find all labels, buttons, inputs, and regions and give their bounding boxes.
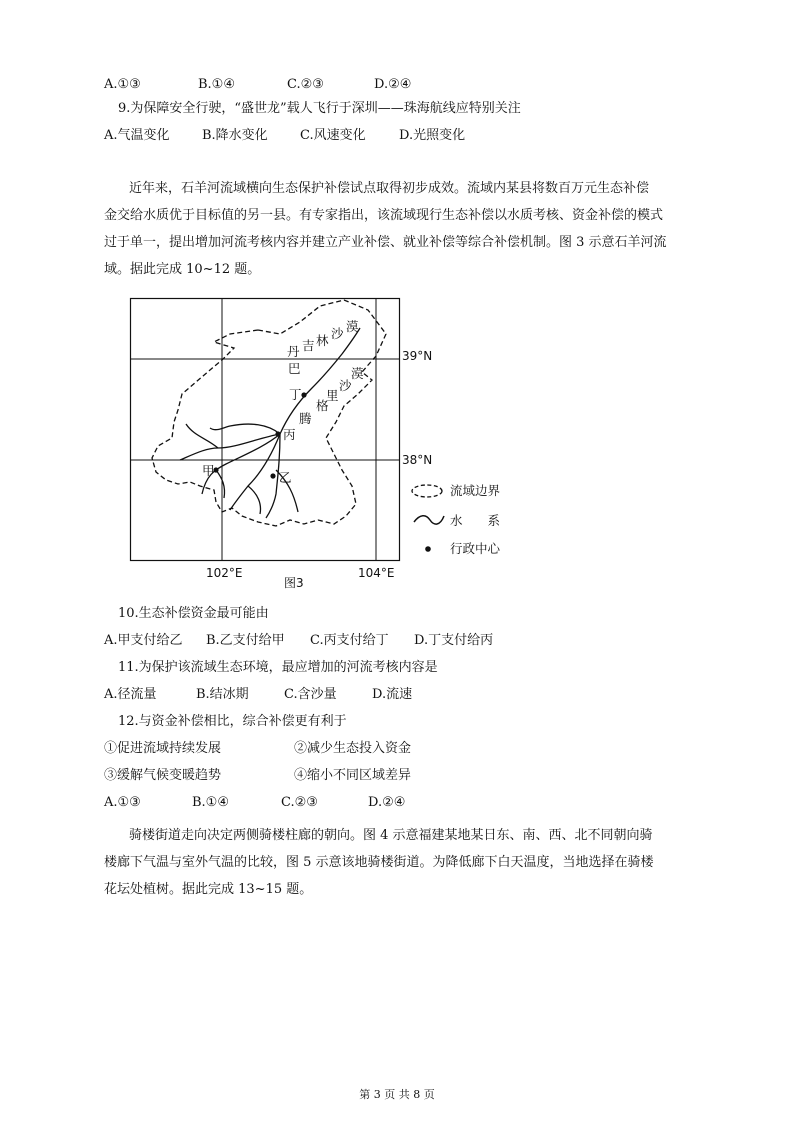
legend-center-symbol <box>425 546 431 552</box>
passage2-line: 骑楼街道走向决定两侧骑楼柱廊的朝向。图 4 示意福建某地某日东、南、西、北不同朝向骑 <box>129 828 653 843</box>
river-system <box>180 328 360 518</box>
lat-label-39: 39°N <box>402 349 433 363</box>
lat-label-38: 38°N <box>402 453 433 467</box>
desert2-char: 腾 <box>299 411 312 426</box>
passage1-line: 域。据此完成 10~12 题。 <box>104 262 261 277</box>
figure-3-map <box>130 298 433 590</box>
page-footer: 第 3 页 共 8 页 <box>359 1088 435 1101</box>
legend-river-symbol <box>414 516 444 524</box>
map-legend <box>410 478 530 558</box>
desert1-char: 丹 <box>287 344 300 359</box>
passage2-line: 花坛处植树。据此完成 13~15 题。 <box>104 882 313 897</box>
tributary <box>180 434 280 460</box>
q9-option-a: A.气温变化 <box>104 128 170 143</box>
desert2-char: 沙 <box>339 378 352 393</box>
q10-option-c: C.丙支付给丁 <box>310 633 389 648</box>
q10-option-d: D.丁支付给丙 <box>414 633 494 648</box>
center-ding <box>301 392 306 397</box>
q11-option-a: A.径流量 <box>104 687 157 702</box>
passage1-line: 金交给水质优于目标值的另一县。有专家指出，该流域现行生态补偿以水质考核、资金补偿的模式 <box>104 208 664 223</box>
q12-item: ①促进流域持续发展 <box>104 741 222 756</box>
legend-boundary-symbol <box>412 485 442 497</box>
q10-stem: 10.生态补偿资金最可能由 <box>118 606 269 621</box>
tributary <box>248 486 261 514</box>
legend-center-label: 行政中心 <box>450 541 501 556</box>
tributary <box>210 424 280 434</box>
desert1-char: 巴 <box>288 361 301 376</box>
passage1-line: 过于单一，提出增加河流考核内容并建立产业补偿、就业补偿等综合补偿机制。图 3 示意石羊河流 <box>104 235 667 250</box>
map-frame <box>131 299 400 561</box>
q8-option-d: D.②④ <box>374 77 412 92</box>
passage1-line: 近年来，石羊河流域横向生态保护补偿试点取得初步成效。流域内某县将数百万元生态补偿 <box>129 181 650 196</box>
q9-option-b: B.降水变化 <box>202 128 268 143</box>
q8-option-b: B.①④ <box>198 77 235 92</box>
center-bing <box>275 431 280 436</box>
q8-option-c: C.②③ <box>287 77 324 92</box>
desert1-char: 林 <box>316 333 329 348</box>
desert2-char: 里 <box>326 388 339 403</box>
label-yi: 乙 <box>279 470 292 485</box>
q12-option-b: B.①④ <box>192 795 229 810</box>
legend-river-label: 水 系 <box>450 513 501 528</box>
q9-stem: 9.为保障安全行驶，“盛世龙”载人飞行于深圳——珠海航线应特别关注 <box>118 101 521 116</box>
q12-item: ③缓解气候变暖趋势 <box>104 768 222 783</box>
figure-caption: 图3 <box>284 576 304 590</box>
label-bing: 丙 <box>283 427 296 442</box>
q12-item: ④缩小不同区域差异 <box>294 768 412 783</box>
q8-option-a: A.①③ <box>104 77 141 92</box>
q10-option-a: A.甲支付给乙 <box>104 633 183 648</box>
q11-option-d: D.流速 <box>372 687 413 702</box>
q11-option-b: B.结冰期 <box>196 687 249 702</box>
lon-label-104: 104°E <box>358 566 395 580</box>
passage-shiyang-river <box>104 175 704 283</box>
q9-option-d: D.光照变化 <box>399 128 466 143</box>
desert1-char: 吉 <box>302 338 315 353</box>
desert1-char: 漠 <box>346 319 359 334</box>
tributary <box>186 424 218 448</box>
lon-label-102: 102°E <box>206 566 243 580</box>
q12-option-c: C.②③ <box>281 795 318 810</box>
label-jia: 甲 <box>202 463 215 478</box>
tributary <box>216 470 225 498</box>
desert2-char: 格 <box>316 398 329 413</box>
q12-item: ②减少生态投入资金 <box>294 741 412 756</box>
q11-option-c: C.含沙量 <box>284 687 337 702</box>
center-yi <box>270 473 275 478</box>
q12-option-a: A.①③ <box>104 795 141 810</box>
label-ding: 丁 <box>289 387 302 402</box>
legend-boundary-label: 流域边界 <box>450 483 501 498</box>
desert1-char: 沙 <box>331 326 344 341</box>
q9-option-c: C.风速变化 <box>300 128 366 143</box>
desert2-char: 漠 <box>351 366 364 381</box>
q12-stem: 12.与资金补偿相比，综合补偿更有利于 <box>118 714 347 729</box>
passage2-line: 楼廊下气温与室外气温的比较，图 5 示意该地骑楼街道。为降低廊下白天温度，当地选择在骑楼 <box>104 855 654 870</box>
q12-option-d: D.②④ <box>368 795 406 810</box>
q10-option-b: B.乙支付给甲 <box>206 633 285 648</box>
q11-stem: 11.为保护该流域生态环境，最应增加的河流考核内容是 <box>118 660 438 675</box>
passage-qilou-street <box>104 822 704 903</box>
